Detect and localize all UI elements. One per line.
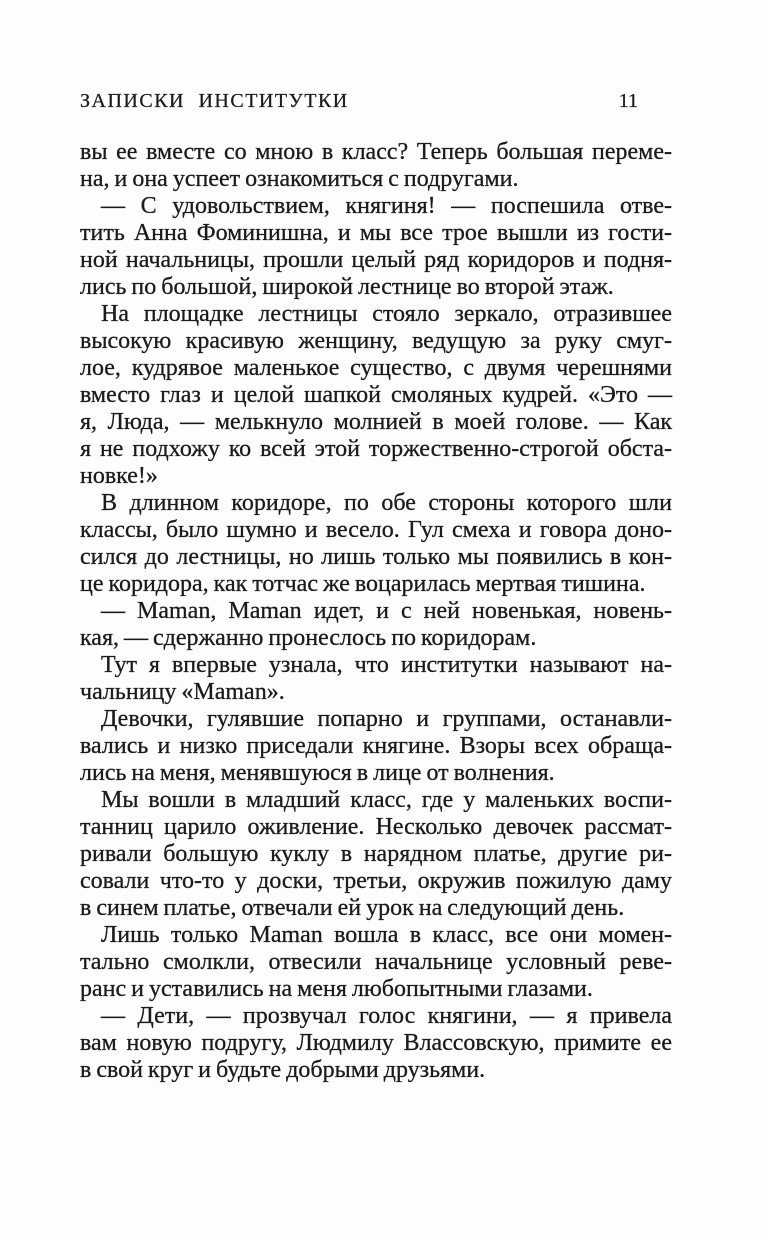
page-header bbox=[80, 90, 672, 113]
paragraph bbox=[80, 706, 672, 787]
text-line: в свой круг и будьте добрыми друзьями. bbox=[80, 1057, 486, 1083]
paragraph bbox=[80, 301, 672, 490]
text-line: Лишь только Maman вошла в класс, все они момен- bbox=[101, 922, 672, 948]
paragraph bbox=[80, 1003, 672, 1084]
text-line: це коридора, как тотчас же воцарилась мертвая тишина. bbox=[80, 571, 646, 597]
text-line: сился до лестницы, но лишь только мы появились в кон- bbox=[80, 544, 672, 570]
paragraph bbox=[80, 922, 672, 1003]
text-line: в синем платье, отвечали ей урок на следующий день. bbox=[80, 895, 625, 921]
text-line: лое, кудрявое маленькое существо, с двумя черешнями bbox=[80, 355, 672, 381]
text-line: вам новую подругу, Людмилу Влассовскую, примите ее bbox=[80, 1030, 672, 1056]
text-line: ранс и уставились на меня любопытными глазами. bbox=[80, 976, 593, 1002]
text-line: В длинном коридоре, по обе стороны которого шли bbox=[101, 490, 672, 516]
text-line: высокую красивую женщину, ведущую за руку смуг- bbox=[80, 328, 672, 354]
text-line: новке!» bbox=[80, 463, 158, 489]
text-line: ривали большую куклу в нарядном платье, другие ри- bbox=[80, 841, 672, 867]
text-line: совали что-то у доски, третьи, окружив пожилую даму bbox=[80, 868, 672, 894]
paragraph bbox=[80, 193, 672, 301]
text-line: ной начальницы, прошли целый ряд коридоров и подня- bbox=[80, 247, 672, 273]
text-line: на, и она успеет ознакомиться с подругами. bbox=[80, 166, 519, 192]
text-line: лись по большой, широкой лестнице во второй этаж. bbox=[80, 274, 614, 300]
text-line: тить Анна Фоминишна, и мы все трое вышли из гости- bbox=[80, 220, 672, 246]
text-line: я не подхожу ко всей этой торжественно-строгой обста- bbox=[80, 436, 672, 462]
paragraph bbox=[80, 598, 672, 652]
text-line: вы ее вместе со мною в класс? Теперь большая переме- bbox=[80, 139, 672, 165]
text-line: тально смолкли, отвесили начальнице условный реве- bbox=[80, 949, 672, 975]
text-line: — С удовольствием, княгиня! — поспешила отве- bbox=[101, 193, 672, 219]
paragraph bbox=[80, 490, 672, 598]
running-title: ЗАПИСКИ ИНСТИТУТКИ bbox=[80, 90, 349, 112]
text-line: Тут я впервые узнала, что институтки называют на- bbox=[101, 652, 672, 678]
text-line: вались и низко приседали княгине. Взоры всех обраща- bbox=[80, 733, 672, 759]
text-line: Мы вошли в младший класс, где у маленьких воспи- bbox=[101, 787, 672, 813]
text-line: я, Люда, — мелькнуло молнией в моей голове. — Как bbox=[80, 409, 672, 435]
text-line: лись на меня, менявшуюся в лице от волнения. bbox=[80, 760, 555, 786]
text-line: На площадке лестницы стояло зеркало, отразившее bbox=[101, 301, 672, 327]
text-line: танниц царило оживление. Несколько девочек рассмат- bbox=[80, 814, 672, 840]
text-line: кая, — сдержанно пронеслось по коридорам. bbox=[80, 625, 537, 651]
text-line: вместо глаз и целой шапкой смоляных кудрей. «Это — bbox=[80, 382, 672, 408]
paragraph bbox=[80, 787, 672, 922]
page-body-text bbox=[80, 139, 672, 1084]
text-line: чальницу «Maman». bbox=[80, 679, 285, 705]
text-line: классы, было шумно и весело. Гул смеха и говора доно- bbox=[80, 517, 672, 543]
paragraph bbox=[80, 139, 672, 193]
page-number: 11 bbox=[618, 90, 638, 112]
text-line: Девочки, гулявшие попарно и группами, останавли- bbox=[101, 706, 672, 732]
paragraph bbox=[80, 652, 672, 706]
text-line: — Дети, — прозвучал голос княгини, — я привела bbox=[101, 1003, 672, 1029]
text-line: — Maman, Maman идет, и с ней новенькая, новень- bbox=[101, 598, 672, 624]
